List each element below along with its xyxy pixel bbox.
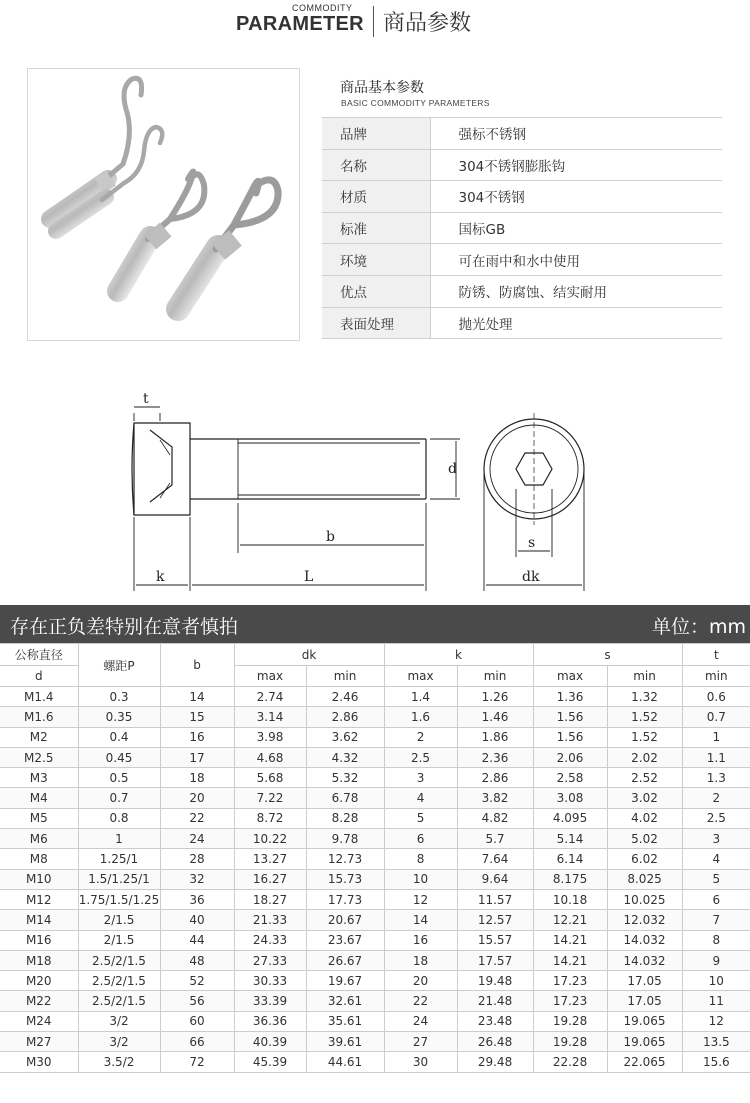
header-t: t: [682, 644, 750, 666]
table-cell: 3: [682, 829, 750, 849]
table-row: [322, 275, 722, 307]
table-cell: 10.025: [607, 889, 682, 909]
dim-label-L: L: [304, 569, 314, 585]
table-row: [0, 889, 750, 909]
param-key: 标准: [322, 212, 430, 244]
table-cell: 1.5/1.25/1: [78, 869, 160, 889]
table-cell: 2.36: [457, 747, 533, 767]
table-row: [322, 307, 722, 339]
table-row: [0, 727, 750, 747]
table-cell: 5.02: [607, 829, 682, 849]
table-cell: M20: [0, 971, 78, 991]
param-value: 国标GB: [430, 212, 722, 244]
table-cell: 60: [160, 1011, 234, 1031]
table-cell: 11.57: [457, 889, 533, 909]
table-cell: 6: [682, 889, 750, 909]
table-cell: 1.26: [457, 687, 533, 707]
table-cell: 1.75/1.5/1.25: [78, 889, 160, 909]
table-cell: 1.1: [682, 747, 750, 767]
spec-header-row-1: [0, 644, 750, 666]
table-cell: 2: [384, 727, 457, 747]
table-cell: 17: [160, 747, 234, 767]
table-cell: 0.35: [78, 707, 160, 727]
header-s-max: max: [533, 666, 607, 687]
table-cell: M16: [0, 930, 78, 950]
table-cell: 18: [384, 950, 457, 970]
table-cell: 6: [384, 829, 457, 849]
dim-label-dk: dk: [522, 569, 540, 585]
table-cell: 12: [682, 1011, 750, 1031]
table-cell: 13.27: [234, 849, 306, 869]
table-cell: 27.33: [234, 950, 306, 970]
table-cell: 14: [384, 910, 457, 930]
table-cell: 1: [78, 829, 160, 849]
table-cell: 22.28: [533, 1052, 607, 1072]
table-cell: 2.5/2/1.5: [78, 971, 160, 991]
table-cell: M30: [0, 1052, 78, 1072]
bolt-dimension-drawing: [120, 385, 640, 595]
table-cell: 26.48: [457, 1032, 533, 1052]
table-cell: 19.28: [533, 1011, 607, 1031]
spec-header-bar: [0, 605, 750, 643]
header-s: s: [533, 644, 682, 666]
table-cell: M10: [0, 869, 78, 889]
table-cell: 10.22: [234, 829, 306, 849]
table-cell: 0.6: [682, 687, 750, 707]
table-cell: 1.52: [607, 727, 682, 747]
table-cell: 44.61: [306, 1052, 384, 1072]
header-en-title: PARAMETER: [236, 13, 364, 35]
param-key: 表面处理: [322, 307, 430, 339]
tolerance-notice: 存在正负差特别在意者慎拍: [10, 616, 239, 638]
table-cell: M2: [0, 727, 78, 747]
table-cell: 28: [160, 849, 234, 869]
table-cell: 22: [384, 991, 457, 1011]
table-cell: 14.032: [607, 950, 682, 970]
table-cell: 27: [384, 1032, 457, 1052]
table-cell: 23.48: [457, 1011, 533, 1031]
header-b: b: [160, 644, 234, 687]
table-row: [0, 768, 750, 788]
table-cell: 19.48: [457, 971, 533, 991]
table-cell: 2.5: [384, 747, 457, 767]
table-cell: 2.86: [457, 768, 533, 788]
table-cell: 8: [682, 930, 750, 950]
table-cell: 0.45: [78, 747, 160, 767]
table-cell: 3.5/2: [78, 1052, 160, 1072]
header-dk: dk: [234, 644, 384, 666]
table-cell: 1.3: [682, 768, 750, 788]
table-cell: 22: [160, 808, 234, 828]
table-cell: 32: [160, 869, 234, 889]
dim-label-t: t: [143, 391, 149, 407]
table-cell: 3/2: [78, 1032, 160, 1052]
table-cell: M5: [0, 808, 78, 828]
table-cell: 2.5/2/1.5: [78, 950, 160, 970]
table-cell: 2.46: [306, 687, 384, 707]
header-dk-min: min: [306, 666, 384, 687]
hook-bolt-4: [178, 180, 278, 309]
table-cell: M18: [0, 950, 78, 970]
dim-label-d: d: [448, 461, 457, 477]
table-cell: 18: [160, 768, 234, 788]
table-cell: 1.52: [607, 707, 682, 727]
table-row: [322, 244, 722, 276]
table-cell: 3.82: [457, 788, 533, 808]
table-cell: 35.61: [306, 1011, 384, 1031]
table-cell: 4.82: [457, 808, 533, 828]
table-cell: 13.5: [682, 1032, 750, 1052]
table-cell: 1.56: [533, 727, 607, 747]
table-cell: 9: [682, 950, 750, 970]
table-cell: 40.39: [234, 1032, 306, 1052]
table-cell: M12: [0, 889, 78, 909]
param-value: 强标不锈钢: [430, 118, 722, 150]
header-cn-title: 商品参数: [383, 11, 472, 36]
table-cell: 4.32: [306, 747, 384, 767]
table-cell: M6: [0, 829, 78, 849]
table-cell: M14: [0, 910, 78, 930]
page-header: [0, 0, 750, 44]
table-cell: 30: [384, 1052, 457, 1072]
table-cell: 11: [682, 991, 750, 1011]
table-row: [0, 950, 750, 970]
table-cell: 12.032: [607, 910, 682, 930]
table-row: [0, 707, 750, 727]
table-cell: 1.46: [457, 707, 533, 727]
table-cell: 1.6: [384, 707, 457, 727]
table-cell: 44: [160, 930, 234, 950]
unit-label: 单位：mm: [651, 616, 746, 638]
table-cell: 2.06: [533, 747, 607, 767]
table-cell: 6.14: [533, 849, 607, 869]
header-k-min: min: [457, 666, 533, 687]
table-cell: 17.05: [607, 991, 682, 1011]
table-row: [322, 118, 722, 150]
table-cell: M27: [0, 1032, 78, 1052]
table-cell: 24: [384, 1011, 457, 1031]
table-cell: 36: [160, 889, 234, 909]
table-cell: 66: [160, 1032, 234, 1052]
table-cell: 20: [160, 788, 234, 808]
table-cell: 4.095: [533, 808, 607, 828]
table-cell: M4: [0, 788, 78, 808]
table-cell: M8: [0, 849, 78, 869]
basic-params-table: [322, 117, 722, 339]
table-cell: 19.065: [607, 1032, 682, 1052]
table-cell: 1.32: [607, 687, 682, 707]
table-cell: M2.5: [0, 747, 78, 767]
table-cell: 15.73: [306, 869, 384, 889]
table-row: [0, 788, 750, 808]
technical-drawing: [120, 385, 640, 595]
hook-bolts-illustration: [28, 69, 299, 340]
table-row: [0, 747, 750, 767]
param-key: 环境: [322, 244, 430, 276]
table-cell: 2/1.5: [78, 910, 160, 930]
table-cell: 2.58: [533, 768, 607, 788]
table-cell: 16: [160, 727, 234, 747]
table-cell: 19.28: [533, 1032, 607, 1052]
table-cell: 19.065: [607, 1011, 682, 1031]
table-cell: 12.57: [457, 910, 533, 930]
table-cell: 0.8: [78, 808, 160, 828]
table-cell: 20.67: [306, 910, 384, 930]
bolt-shank-outline: [190, 439, 426, 499]
table-cell: 6.78: [306, 788, 384, 808]
table-cell: 48: [160, 950, 234, 970]
table-cell: 23.67: [306, 930, 384, 950]
table-cell: 21.33: [234, 910, 306, 930]
bolt-head-outline: [134, 423, 190, 515]
param-value: 304不锈钢: [430, 181, 722, 213]
table-cell: 2.52: [607, 768, 682, 788]
table-cell: 72: [160, 1052, 234, 1072]
table-cell: 3/2: [78, 1011, 160, 1031]
table-cell: 14.21: [533, 950, 607, 970]
header-en-small: COMMODITY: [292, 3, 353, 13]
table-cell: M3: [0, 768, 78, 788]
table-row: [0, 808, 750, 828]
table-cell: 0.3: [78, 687, 160, 707]
table-cell: 17.05: [607, 971, 682, 991]
table-cell: 0.7: [682, 707, 750, 727]
table-cell: 7.64: [457, 849, 533, 869]
header-d: d: [0, 666, 78, 687]
param-key: 名称: [322, 149, 430, 181]
table-cell: 2.5/2/1.5: [78, 991, 160, 1011]
header-pitch: 螺距P: [78, 644, 160, 687]
table-cell: 17.23: [533, 991, 607, 1011]
table-cell: 15: [160, 707, 234, 727]
table-cell: 2.02: [607, 747, 682, 767]
table-cell: 3.02: [607, 788, 682, 808]
table-row: [0, 971, 750, 991]
basic-params-subtitle: BASIC COMMODITY PARAMETERS: [341, 98, 490, 108]
table-cell: 24.33: [234, 930, 306, 950]
table-cell: 4.02: [607, 808, 682, 828]
table-row: [0, 1052, 750, 1072]
table-cell: 10: [682, 971, 750, 991]
table-cell: 8.175: [533, 869, 607, 889]
table-cell: 1.36: [533, 687, 607, 707]
table-cell: 21.48: [457, 991, 533, 1011]
header-divider: [373, 6, 374, 37]
table-cell: 14.21: [533, 930, 607, 950]
param-value: 防锈、防腐蚀、结实耐用: [430, 275, 722, 307]
table-cell: 3.62: [306, 727, 384, 747]
dim-label-k: k: [156, 569, 165, 585]
header-t-min: min: [682, 666, 750, 687]
table-cell: 8: [384, 849, 457, 869]
table-row: [0, 991, 750, 1011]
table-cell: 4.68: [234, 747, 306, 767]
table-cell: 14: [160, 687, 234, 707]
table-cell: 2/1.5: [78, 930, 160, 950]
basic-params-title: 商品基本参数: [340, 80, 424, 96]
table-row: [0, 1011, 750, 1031]
table-row: [0, 849, 750, 869]
table-cell: 3: [384, 768, 457, 788]
table-cell: 16.27: [234, 869, 306, 889]
table-cell: M1.4: [0, 687, 78, 707]
table-row: [0, 829, 750, 849]
table-cell: 15.57: [457, 930, 533, 950]
table-cell: 0.5: [78, 768, 160, 788]
table-row: [0, 930, 750, 950]
table-cell: 12: [384, 889, 457, 909]
table-cell: 22.065: [607, 1052, 682, 1072]
spec-table: [0, 643, 750, 1073]
table-cell: 16: [384, 930, 457, 950]
table-row: [0, 869, 750, 889]
table-cell: 17.57: [457, 950, 533, 970]
table-cell: 5.14: [533, 829, 607, 849]
header-nominal-diameter: 公称直径: [0, 644, 78, 666]
table-cell: 17.23: [533, 971, 607, 991]
header-k-max: max: [384, 666, 457, 687]
table-cell: 4: [384, 788, 457, 808]
table-cell: 12.21: [533, 910, 607, 930]
table-cell: 15.6: [682, 1052, 750, 1072]
table-cell: 36.36: [234, 1011, 306, 1031]
table-cell: 0.7: [78, 788, 160, 808]
table-cell: 20: [384, 971, 457, 991]
table-cell: 2.74: [234, 687, 306, 707]
table-cell: 1: [682, 727, 750, 747]
dim-label-b: b: [326, 529, 335, 545]
table-cell: 5.7: [457, 829, 533, 849]
table-cell: 3.08: [533, 788, 607, 808]
header-dk-max: max: [234, 666, 306, 687]
table-cell: 8.72: [234, 808, 306, 828]
table-cell: 0.4: [78, 727, 160, 747]
table-cell: 19.67: [306, 971, 384, 991]
table-row: [0, 1032, 750, 1052]
param-value: 可在雨中和水中使用: [430, 244, 722, 276]
table-row: [0, 687, 750, 707]
table-cell: 40: [160, 910, 234, 930]
table-cell: 2: [682, 788, 750, 808]
table-cell: 14.032: [607, 930, 682, 950]
table-cell: 8.28: [306, 808, 384, 828]
table-cell: 1.86: [457, 727, 533, 747]
table-cell: 45.39: [234, 1052, 306, 1072]
table-row: [322, 149, 722, 181]
header-s-min: min: [607, 666, 682, 687]
table-cell: 4: [682, 849, 750, 869]
table-cell: 56: [160, 991, 234, 1011]
table-cell: 5.68: [234, 768, 306, 788]
table-cell: 29.48: [457, 1052, 533, 1072]
table-cell: 12.73: [306, 849, 384, 869]
table-cell: M22: [0, 991, 78, 1011]
table-cell: 1.56: [533, 707, 607, 727]
param-value: 304不锈钢膨胀钩: [430, 149, 722, 181]
table-cell: 9.64: [457, 869, 533, 889]
param-key: 优点: [322, 275, 430, 307]
table-cell: 52: [160, 971, 234, 991]
table-row: [322, 181, 722, 213]
table-cell: 7.22: [234, 788, 306, 808]
table-cell: 3.14: [234, 707, 306, 727]
param-key: 材质: [322, 181, 430, 213]
product-photo: [27, 68, 300, 341]
table-cell: 2.5: [682, 808, 750, 828]
table-cell: 39.61: [306, 1032, 384, 1052]
table-cell: 8.025: [607, 869, 682, 889]
table-cell: 18.27: [234, 889, 306, 909]
param-key: 品牌: [322, 118, 430, 150]
header-k: k: [384, 644, 533, 666]
table-cell: 5: [384, 808, 457, 828]
table-cell: 6.02: [607, 849, 682, 869]
dim-label-s: s: [528, 535, 536, 551]
table-cell: M24: [0, 1011, 78, 1031]
table-cell: 24: [160, 829, 234, 849]
table-cell: 33.39: [234, 991, 306, 1011]
table-cell: 9.78: [306, 829, 384, 849]
table-cell: 10: [384, 869, 457, 889]
table-cell: M1.6: [0, 707, 78, 727]
table-cell: 10.18: [533, 889, 607, 909]
table-cell: 5.32: [306, 768, 384, 788]
param-value: 抛光处理: [430, 307, 722, 339]
table-cell: 1.4: [384, 687, 457, 707]
table-row: [0, 910, 750, 930]
table-cell: 2.86: [306, 707, 384, 727]
table-cell: 1.25/1: [78, 849, 160, 869]
table-cell: 32.61: [306, 991, 384, 1011]
table-cell: 26.67: [306, 950, 384, 970]
table-cell: 7: [682, 910, 750, 930]
table-cell: 5: [682, 869, 750, 889]
table-cell: 30.33: [234, 971, 306, 991]
table-row: [322, 212, 722, 244]
table-cell: 3.98: [234, 727, 306, 747]
table-cell: 17.73: [306, 889, 384, 909]
